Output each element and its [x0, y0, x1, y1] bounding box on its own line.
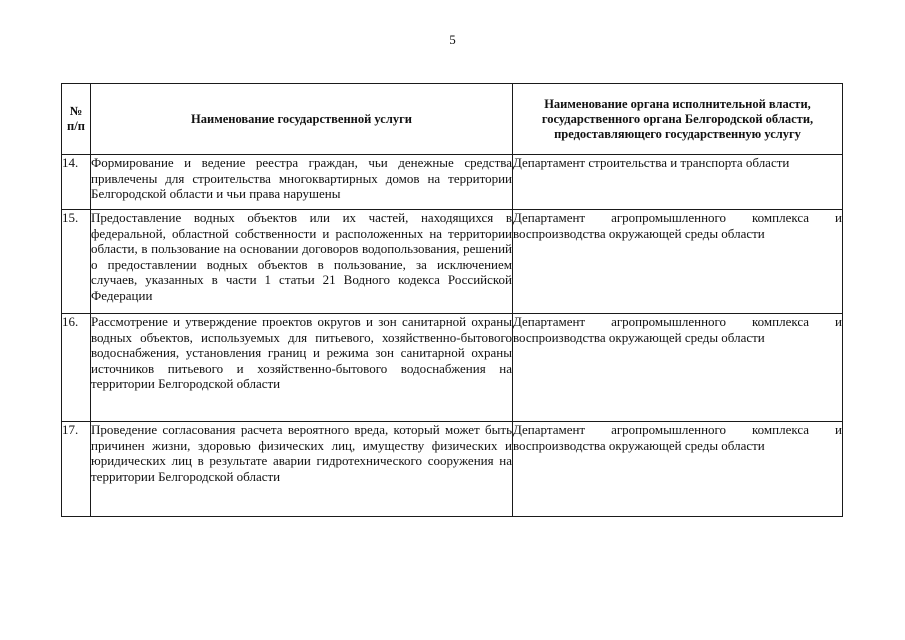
- table-row: [62, 210, 843, 314]
- services-table: [61, 83, 843, 517]
- service-name: Формирование и ведение реестра граждан, чьи денежные средства привлечены для строительства многоквартирных домов на территории Белгородской области и чьи права нарушены: [91, 155, 513, 210]
- authority-name: [513, 155, 843, 210]
- row-number: 14.: [62, 155, 91, 210]
- page-number: 5: [449, 32, 456, 47]
- service-name: Проведение согласования расчета вероятного вреда, который может быть причинен жизни, здоровью физических лиц, имуществу физических и юридических лиц в результате аварии гидротехнического сооружения на территории Белгородской области: [91, 422, 513, 517]
- authority-name: Департамент агропромышленного комплекса и воспроизводства окружающей среды области: [513, 422, 843, 517]
- row-number: 15.: [62, 210, 91, 314]
- table-row: [62, 422, 843, 517]
- service-name: Предоставление водных объектов или их частей, находящихся в федеральной, областной собственности и расположенных на территории области, в пользование на основании договоров водопользования, решений о предоставлении водных объектов в пользование, за исключением случаев, указанных в части 1 статьи 21 Водного кодекса Российской Федерации: [91, 210, 513, 314]
- row-number: 17.: [62, 422, 91, 517]
- authority-name-text: Департамент строительства и транспорта области: [513, 155, 790, 170]
- header-authority-name: Наименование органа исполнительной власти, государственного органа Белгородской области, предоставляющего государственную услугу: [513, 84, 843, 155]
- service-name: Рассмотрение и утверждение проектов округов и зон санитарной охраны водных объектов, используемых для питьевого, хозяйственно-бытового водоснабжения, установления границ и режима зон санитарной охраны источников питьевого и хозяйственно-бытового водоснабжения на территории Белгородской области: [91, 314, 513, 422]
- table-row: [62, 314, 843, 422]
- authority-name: Департамент агропромышленного комплекса и воспроизводства окружающей среды области: [513, 210, 843, 314]
- header-service-name: Наименование государственной услуги: [91, 84, 513, 155]
- authority-name: Департамент агропромышленного комплекса и воспроизводства окружающей среды области: [513, 314, 843, 422]
- row-number: 16.: [62, 314, 91, 422]
- table-header-row: [62, 84, 843, 155]
- table-row: [62, 155, 843, 210]
- header-number: № п/п: [62, 84, 91, 155]
